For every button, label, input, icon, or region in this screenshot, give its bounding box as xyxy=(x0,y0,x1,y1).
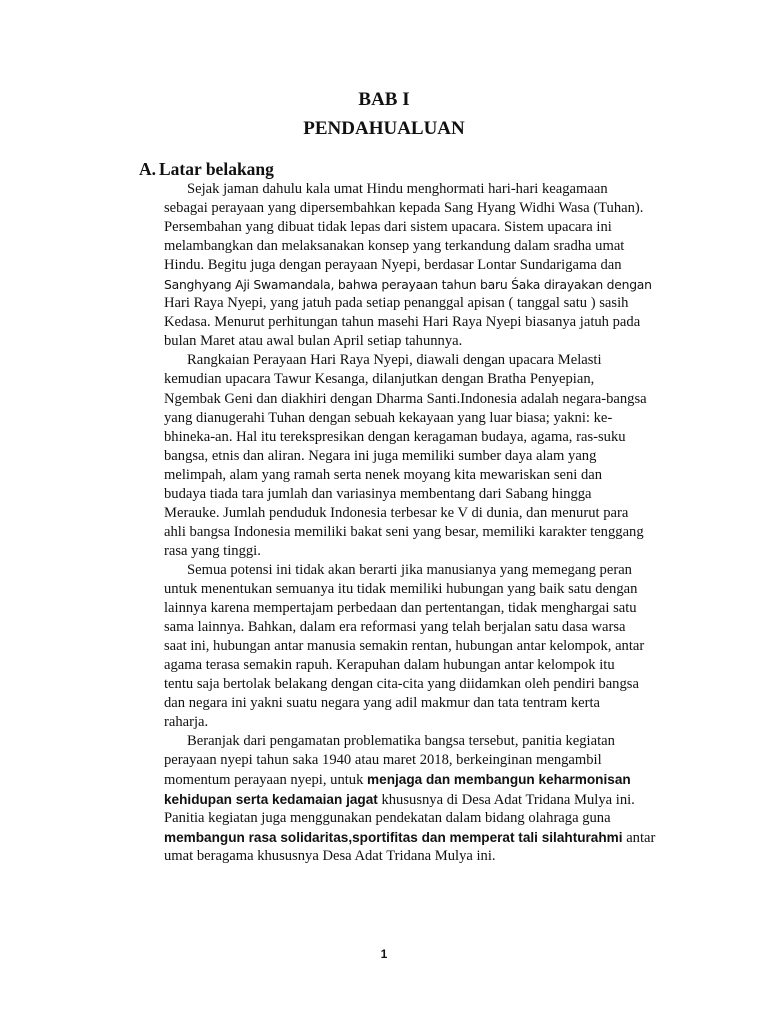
text-line xyxy=(164,542,684,561)
text-run: kemudian upacara Tawur Kesanga, dilanjutkan dengan Bratha Penyepian, xyxy=(164,371,595,388)
text-line xyxy=(164,294,684,313)
text-line xyxy=(164,847,684,866)
chapter-number: BAB I xyxy=(358,89,410,110)
text-line xyxy=(164,828,684,847)
text-run: melambangkan dan melaksanakan konsep yang terkandung dalam sradha umat xyxy=(164,238,625,255)
text-run: sebagai perayaan yang dipersembahkan kepada Sang Hyang Widhi Wasa (Tuhan). xyxy=(164,200,644,217)
text-run: Hari Raya Nyepi, yang jatuh pada setiap penanggal apisan ( tanggal satu ) sasih xyxy=(164,295,629,312)
paragraph xyxy=(164,351,684,561)
text-line xyxy=(164,409,684,428)
text-line xyxy=(164,809,684,828)
text-run: Semua potensi ini tidak akan berarti jika manusianya yang memegang peran xyxy=(187,561,632,578)
text-line xyxy=(164,447,684,466)
paragraph xyxy=(164,561,684,732)
text-run: dan negara ini yakni suatu negara yang adil makmur dan tata tentram kerta xyxy=(164,695,601,712)
text-line xyxy=(164,485,684,504)
text-run: yang dianugerahi Tuhan dengan sebuah kekayaan yang luar biasa; yakni: ke- xyxy=(164,409,613,426)
text-run: khususnya di Desa Adat Tridana Mulya ini. xyxy=(377,791,635,808)
text-line xyxy=(164,332,684,351)
text-line xyxy=(164,237,684,256)
chapter-title: PENDAHUALUAN xyxy=(303,118,465,139)
text-line xyxy=(164,256,684,275)
text-line xyxy=(164,370,684,389)
text-line xyxy=(164,390,684,409)
paragraph xyxy=(164,180,684,351)
text-line xyxy=(164,523,684,542)
text-run: Merauke. Jumlah penduduk Indonesia terbesar ke V di dunia, dan menurut para xyxy=(164,504,629,521)
text-line xyxy=(164,599,684,618)
text-line xyxy=(164,580,684,599)
text-run: Sanghyang Aji Swamandala, bahwa perayaan tahun baru Śaka dirayakan dengan xyxy=(164,277,652,293)
text-line xyxy=(164,618,684,637)
text-line xyxy=(164,180,684,199)
text-run: bulan Maret atau awal bulan April setiap tahunnya. xyxy=(164,333,463,350)
text-line xyxy=(164,637,684,656)
text-run: untuk menentukan semuanya itu tidak memiliki hubungan yang baik satu dengan xyxy=(164,580,638,597)
text-line xyxy=(164,504,684,523)
text-line xyxy=(164,428,684,447)
text-run: kehidupan serta kedamaian jagat xyxy=(164,791,378,807)
text-line xyxy=(164,751,684,770)
text-run: membangun rasa solidaritas,sportifitas dan memperat tali silahturahmi xyxy=(164,829,623,845)
text-line xyxy=(164,466,684,485)
text-line xyxy=(164,275,684,294)
text-run: Ngembak Geni dan diakhiri dengan Dharma Santi.Indonesia adalah negara-bangsa xyxy=(164,390,647,407)
paragraph xyxy=(164,732,684,865)
text-line xyxy=(164,675,684,694)
text-run: rasa yang tinggi. xyxy=(164,542,261,559)
text-run: perayaan nyepi tahun saka 1940 atau maret 2018, berkeinginan mengambil xyxy=(164,752,602,769)
text-run: menjaga dan membangun keharmonisan xyxy=(367,772,631,788)
text-run: Kedasa. Menurut perhitungan tahun masehi Hari Raya Nyepi biasanya jatuh pada xyxy=(164,314,641,331)
text-line xyxy=(164,656,684,675)
text-line xyxy=(164,313,684,332)
text-run: Rangkaian Perayaan Hari Raya Nyepi, diawali dengan upacara Melasti xyxy=(187,352,602,369)
text-line xyxy=(164,713,684,732)
text-run: lainnya karena mempertajam perbedaan dan pertentangan, tidak menghargai satu xyxy=(164,600,637,617)
section-title: Latar belakang xyxy=(159,159,274,179)
section-heading xyxy=(139,158,274,180)
text-run: sama lainnya. Bahkan, dalam era reformasi yang telah berjalan satu dasa warsa xyxy=(164,619,626,636)
text-run: bangsa, etnis dan aliran. Negara ini juga memiliki sumber daya alam yang xyxy=(164,447,597,464)
text-run: saat ini, hubungan antar manusia semakin rentan, hubungan antar kelompok, antar xyxy=(164,638,645,655)
text-line xyxy=(164,199,684,218)
text-run: bhineka-an. Hal itu terekspresikan dengan keragaman budaya, agama, ras-suku xyxy=(164,428,626,445)
text-run: umat beragama khususnya Desa Adat Tridana Mulya ini. xyxy=(164,847,496,864)
text-line xyxy=(164,732,684,751)
text-run: Beranjak dari pengamatan problematika bangsa tersebut, panitia kegiatan xyxy=(187,733,615,750)
text-line xyxy=(164,790,684,809)
text-run: antar xyxy=(622,829,656,846)
text-run: raharja. xyxy=(164,714,209,731)
text-line xyxy=(164,694,684,713)
text-run: Panitia kegiatan juga menggunakan pendekatan dalam bidang olahraga guna xyxy=(164,809,611,826)
text-run: tentu saja bertolak belakang dengan cita-cita yang diidamkan oleh pendiri bangsa xyxy=(164,676,639,693)
text-run: momentum perayaan nyepi, untuk xyxy=(164,772,368,789)
text-run: agama terasa semakin rapuh. Kerapuhan dalam hubungan antar kelompok itu xyxy=(164,657,615,674)
text-run: melimpah, alam yang ramah serta nenek moyang kita mewariskan seni dan xyxy=(164,466,603,483)
text-line xyxy=(164,218,684,237)
text-run: Sejak jaman dahulu kala umat Hindu menghormati hari-hari keagamaan xyxy=(187,181,608,197)
text-run: budaya tiada tara jumlah dan variasinya membentang dari Sabang hingga xyxy=(164,485,592,502)
section-number: A. xyxy=(139,159,157,179)
text-run: ahli bangsa Indonesia memiliki bakat seni yang besar, memiliki karakter tenggang xyxy=(164,523,644,540)
page-number: 1 xyxy=(380,947,388,961)
body-text xyxy=(164,180,684,866)
text-line xyxy=(164,770,684,789)
text-line xyxy=(164,561,684,580)
text-run: Persembahan yang dibuat tidak lepas dari sistem upacara. Sistem upacara ini xyxy=(164,219,612,236)
text-line xyxy=(164,351,684,370)
text-run: Hindu. Begitu juga dengan perayaan Nyepi, berdasar Lontar Sundarigama dan xyxy=(164,257,622,274)
